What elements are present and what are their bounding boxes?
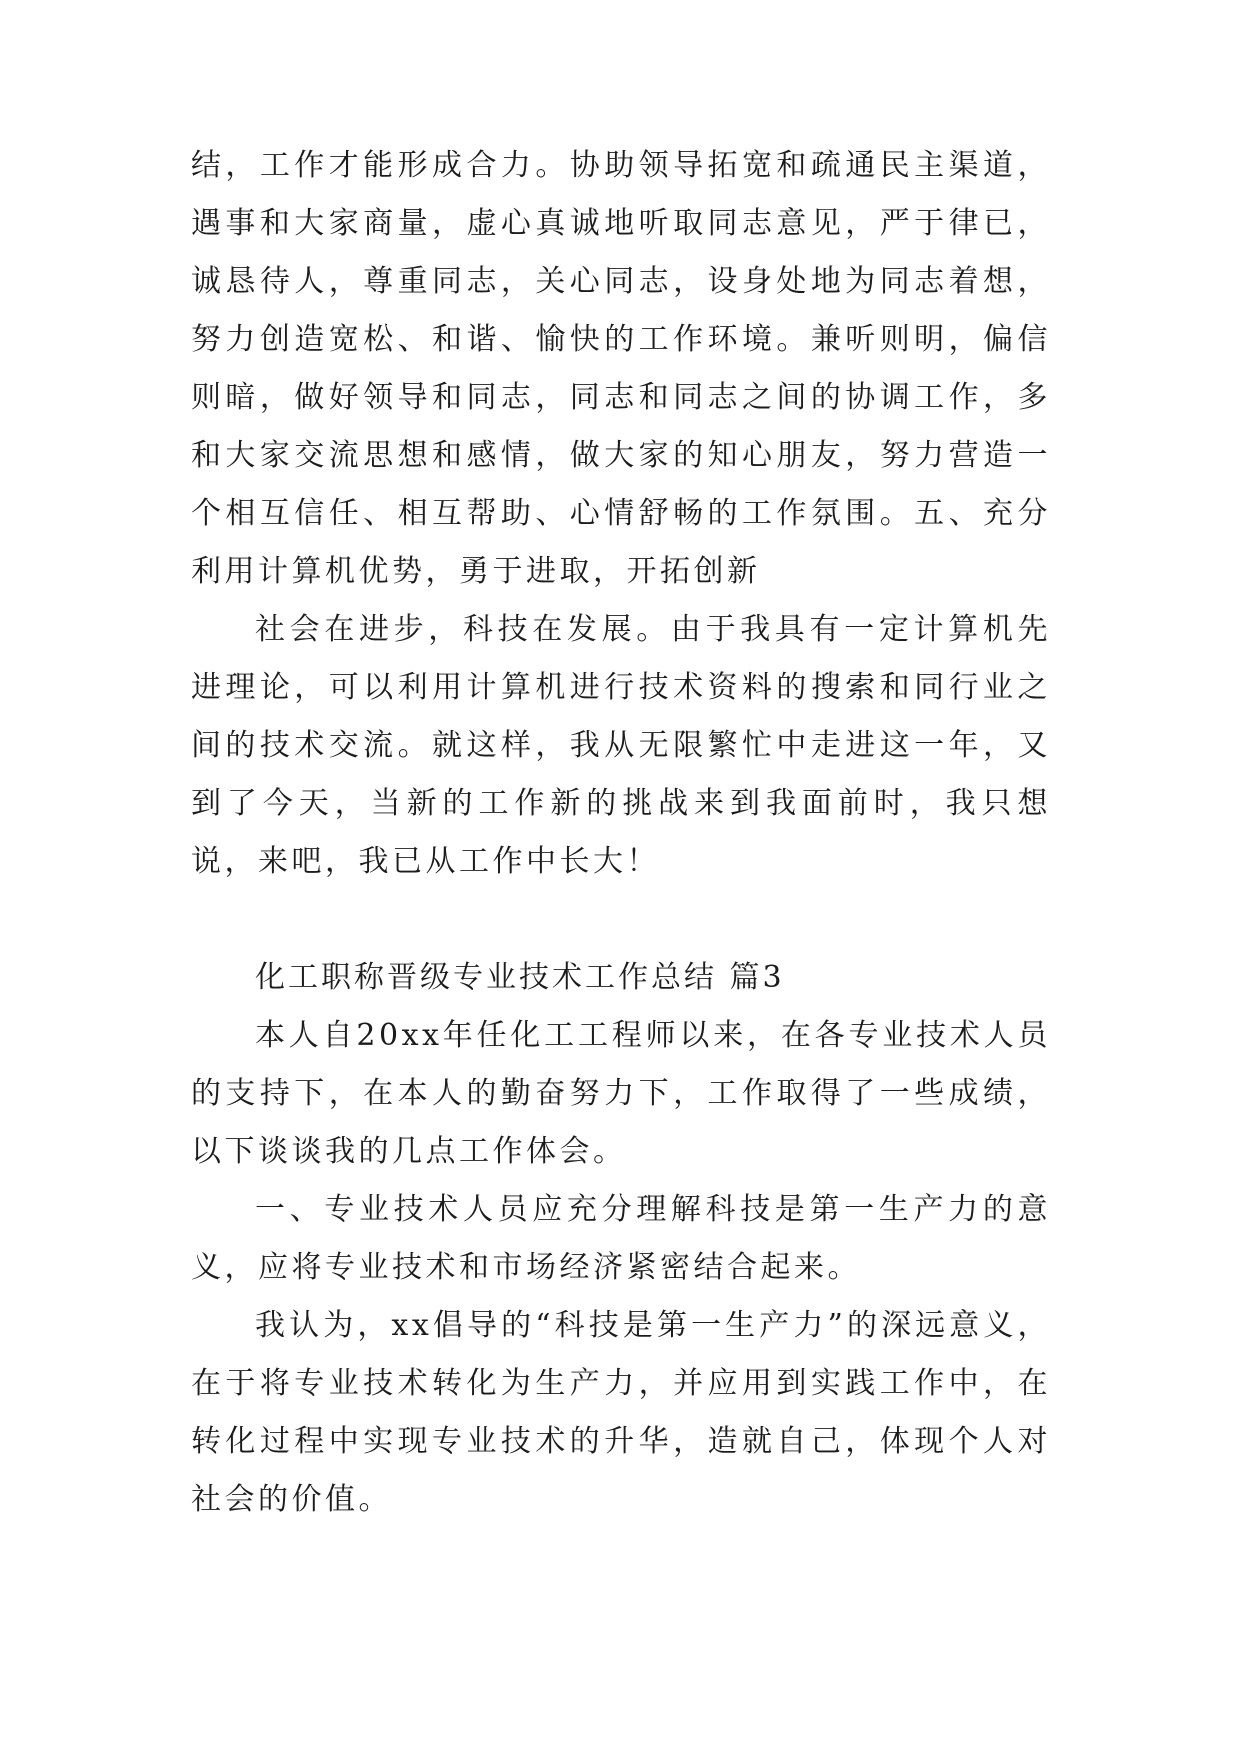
paragraph-spacer [191,891,1051,949]
section-heading: 化工职称晋级专业技术工作总结 篇3 [255,960,785,995]
paragraph-technology: 社会在进步，科技在发展。由于我具有一定计算机先进理论，可以利用计算机进行技术资料的搜索和同行业之间的技术交流。就这样，我从无限繁忙中走进这一年，又到了今天，当新的工作新的挑战来到我面前时，我只想说，来吧，我已从工作中长大！ [191,612,1051,879]
paragraph-point-one: 一、专业技术人员应充分理解科技是第一生产力的意义，应将专业技术和市场经济紧密结合起来。 [191,1192,1051,1285]
paragraph-opinion: 我认为，xx倡导的“科技是第一生产力”的深远意义，在于将专业技术转化为生产力，并应用到实践工作中，在转化过程中实现专业技术的升华，造就自己，体现个人对社会的价值。 [191,1308,1051,1517]
paragraph-continuation: 结，工作才能形成合力。协助领导拓宽和疏通民主渠道，遇事和大家商量，虚心真诚地听取同志意见，严于律已，诚恳待人，尊重同志，关心同志，设身处地为同志着想，努力创造宽松、和谐、愉快的工作环境。兼听则明，偏信则暗，做好领导和同志，同志和同志之间的协调工作，多和大家交流思想和感情，做大家的知心朋友，努力营造一个相互信任、相互帮助、心情舒畅的工作氛围。五、充分利用计算机优势，勇于进取，开拓创新 [191,148,1051,589]
document-body [191,137,1051,1529]
paragraph-intro: 本人自20xx年任化工工程师以来，在各专业技术人员的支持下，在本人的勤奋努力下，工作取得了一些成绩，以下谈谈我的几点工作体会。 [191,1018,1051,1169]
